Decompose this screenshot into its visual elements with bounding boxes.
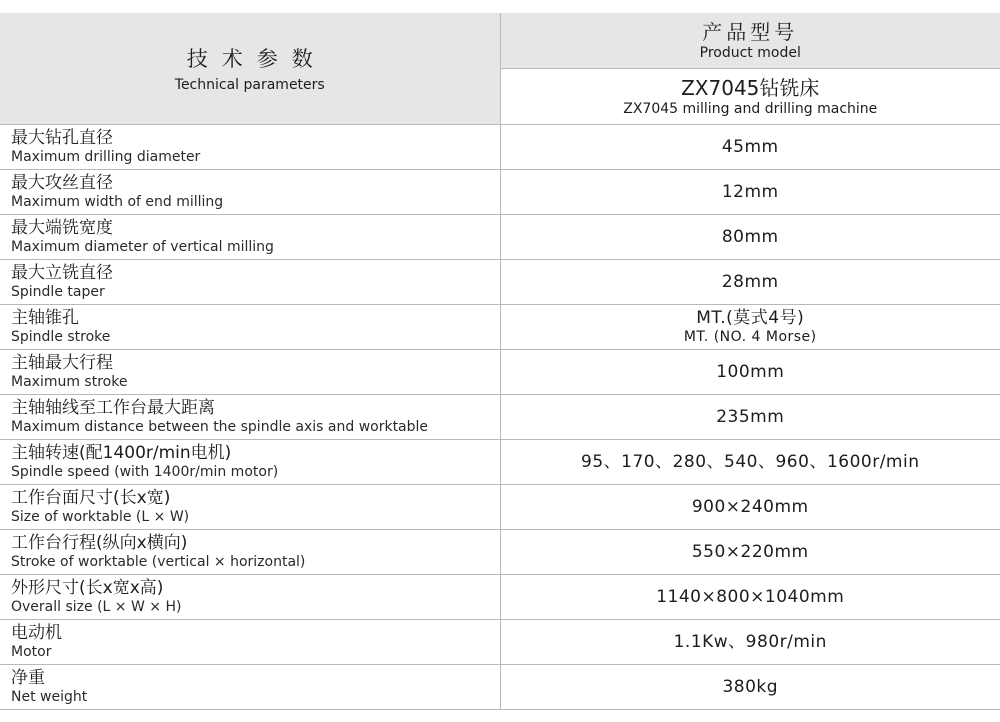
table-row <box>0 530 1000 575</box>
param-value: MT.(莫式4号) <box>696 308 805 328</box>
value-cell <box>500 125 1000 170</box>
param-name-cn: 工作台面尺寸(长x宽) <box>11 488 171 508</box>
value-cell <box>500 665 1000 710</box>
machine-name-cn: ZX7045钻铣床 <box>681 75 820 100</box>
table-row <box>0 485 1000 530</box>
table-row <box>0 620 1000 665</box>
value-cell <box>500 350 1000 395</box>
params-title-cn: 技术参数 <box>186 46 327 71</box>
param-name-cn: 主轴最大行程 <box>11 353 113 373</box>
param-name-en: Size of worktable (L × W) <box>11 509 190 525</box>
param-name-cn: 最大攻丝直径 <box>11 173 113 193</box>
table-row <box>0 395 1000 440</box>
param-name-cn: 最大钻孔直径 <box>11 128 113 148</box>
value-cell <box>500 395 1000 440</box>
param-cell <box>0 170 500 215</box>
value-cell <box>500 440 1000 485</box>
param-name-en: Maximum stroke <box>11 374 128 390</box>
param-value: 235mm <box>716 406 785 427</box>
param-cell <box>0 395 500 440</box>
param-cell <box>0 620 500 665</box>
param-value: 12mm <box>721 181 779 202</box>
param-name-en: Maximum distance between the spindle axis and worktable <box>11 419 429 435</box>
params-title-en: Technical parameters <box>174 76 325 93</box>
param-cell <box>0 485 500 530</box>
value-cell <box>500 215 1000 260</box>
param-cell <box>0 125 500 170</box>
param-name-cn: 净重 <box>11 668 45 688</box>
param-name-cn: 电动机 <box>11 623 62 643</box>
param-name-en: Motor <box>11 644 52 660</box>
param-value: 28mm <box>721 271 779 292</box>
param-cell <box>0 305 500 350</box>
param-name-cn: 工作台行程(纵向x横向) <box>11 533 188 553</box>
param-value: 380kg <box>722 676 779 697</box>
model-title-cn: 产品型号 <box>702 20 799 44</box>
param-value: 80mm <box>721 226 779 247</box>
table-row <box>0 170 1000 215</box>
value-cell <box>500 620 1000 665</box>
table-row <box>0 665 1000 710</box>
machine-name-en: ZX7045 milling and drilling machine <box>623 100 878 117</box>
machine-name-cell <box>500 69 1000 125</box>
param-name-en: Maximum diameter of vertical milling <box>11 239 274 255</box>
table-row <box>0 260 1000 305</box>
param-name-en: Net weight <box>11 689 88 705</box>
table-row <box>0 305 1000 350</box>
param-name-cn: 主轴锥孔 <box>11 308 79 328</box>
param-name-cn: 主轴转速(配1400r/min电机) <box>11 443 232 463</box>
table-row <box>0 125 1000 170</box>
param-name-en: Maximum drilling diameter <box>11 149 201 165</box>
param-name-en: Spindle taper <box>11 284 105 300</box>
param-cell <box>0 530 500 575</box>
param-value: 900×240mm <box>691 496 809 517</box>
table-row <box>0 350 1000 395</box>
param-cell <box>0 215 500 260</box>
param-value: 100mm <box>716 361 785 382</box>
param-name-en: Overall size (L × W × H) <box>11 599 182 615</box>
param-name-cn: 外形尺寸(长x宽x高) <box>11 578 164 598</box>
table-row <box>0 215 1000 260</box>
value-cell <box>500 170 1000 215</box>
param-name-en: Spindle stroke <box>11 329 111 345</box>
value-cell <box>500 260 1000 305</box>
param-cell <box>0 665 500 710</box>
param-value: 1.1Kw、980r/min <box>673 631 827 652</box>
param-name-cn: 最大端铣宽度 <box>11 218 113 238</box>
param-name-en: Spindle speed (with 1400r/min motor) <box>11 464 279 480</box>
param-value: 95、170、280、540、960、1600r/min <box>581 451 920 472</box>
param-name-cn: 主轴轴线至工作台最大距离 <box>11 398 215 418</box>
value-cell <box>500 575 1000 620</box>
header-row <box>0 13 1000 69</box>
param-name-cn: 最大立铣直径 <box>11 263 113 283</box>
param-value: 45mm <box>721 136 779 157</box>
table-row <box>0 575 1000 620</box>
param-cell <box>0 575 500 620</box>
param-value-sub: MT. (NO. 4 Morse) <box>683 329 817 345</box>
param-cell <box>0 350 500 395</box>
value-cell <box>500 485 1000 530</box>
value-cell <box>500 530 1000 575</box>
param-value: 550×220mm <box>691 541 809 562</box>
param-value: 1140×800×1040mm <box>656 586 845 607</box>
param-cell <box>0 260 500 305</box>
param-name-en: Stroke of worktable (vertical × horizontal) <box>11 554 306 570</box>
param-name-en: Maximum width of end milling <box>11 194 224 210</box>
spec-table <box>0 13 1000 710</box>
params-header-cell <box>0 13 500 125</box>
model-title-en: Product model <box>699 45 801 61</box>
param-cell <box>0 440 500 485</box>
value-cell <box>500 305 1000 350</box>
model-header-cell <box>500 13 1000 69</box>
table-row <box>0 440 1000 485</box>
